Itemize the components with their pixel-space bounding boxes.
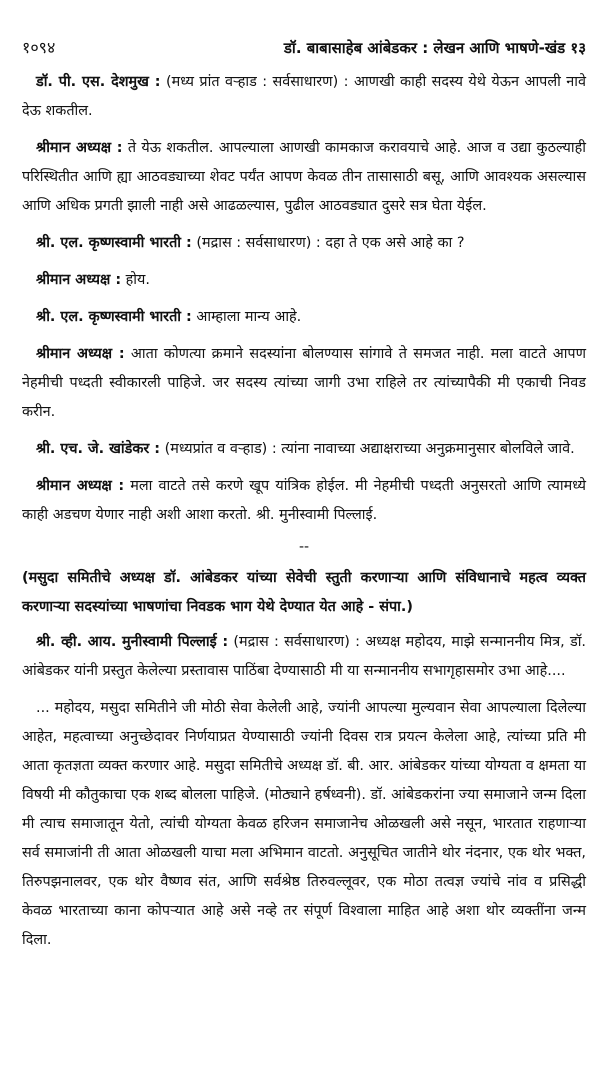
speech-text: ... महोदय, मसुदा समितीने जी मोठी सेवा केलेली आहे, ज्यांनी आपल्या मुल्यवान सेवा आपल्याला दिलेल्या आहेत, महत्वाच्या अनुच्छेदावर निर्णयाप्रत येण्यासाठी ज्यांनी दिवस रात्र प्रयत्न केलेला आहे, त्यांच्या प्रति मी आता कृतज्ञता व्यक्त करणार आहे. मसुदा समितीचे अध्यक्ष डॉ. बी. आर. आंबेडकर यांच्या योग्यता व क्षमता या विषयी मी कौतुकाचा एक शब्द बोलला पाहिजे. (मोठ्याने हर्षध्वनी). डॉ. आंबेडकरांना ज्या समाजाने जन्म दिला मी त्याच समाजातून येतो, त्यांची योग्यता केवळ हरिजन समाजानेच ओळखली असे नसून, भारतात राहणाऱ्या सर्व समाजांनी ती आता ओळखली याचा मला अभिमान वाटतो. अनुसूचित जातीने थोर नंदनार, एक थोर भक्त, तिरुपझनालवर, एक थोर वैष्णव संत, आणि सर्वश्रेष्ठ तिरुवल्लूवर, एक मोठा तत्वज्ञ ज्यांचे नांव व प्रसिद्धी केवळ भारताच्या काना कोपऱ्यात आहे असे नव्हे तर संपूर्ण विश्वाला माहित आहे अशा थोर व्यक्तींना जन्म दिला. (22, 700, 586, 948)
paragraph-1 (22, 68, 586, 126)
paragraph-3 (22, 229, 586, 258)
speech-text: (मध्यप्रांत व वऱ्हाड) : त्यांना नावाच्या अद्याक्षराच्या अनुक्रमानुसार बोलविले जावे. (160, 441, 575, 457)
speaker-name: श्री. व्ही. आय. मुनीस्वामी पिल्लाई : (36, 634, 229, 650)
speech-text: (मद्रास : सर्वसाधारण) : अध्यक्ष महोदय, माझे सन्माननीय मित्र, डॉ. आंबेडकर यांनी प्रस्तुत केलेल्या प्रस्तावास पाठिंबा देण्यासाठी मी या सन्माननीय सभागृहासमोर उभा आहे.... (22, 634, 586, 679)
speech-text: मला वाटते तसे करणे खूप यांत्रिक होईल. मी नेहमीची पध्दती अनुसरतो आणि त्यामध्ये काही अडचण येणार नाही अशी आशा करतो. श्री. मुनीस्वामी पिल्लाई. (22, 478, 586, 523)
speech-text: (मध्य प्रांत वऱ्हाड : सर्वसाधारण) : आणखी काही सदस्य येथे येऊन आपली नावे देऊ शकतील. (22, 74, 586, 119)
speaker-name: श्री. एल. कृष्णस्वामी भारती : (36, 309, 192, 325)
speaker-name: श्री. एल. कृष्णस्वामी भारती : (36, 235, 192, 251)
speaker-name: श्रीमान अध्यक्ष : (36, 478, 125, 494)
editor-note: (मसुदा समितीचे अध्यक्ष डॉ. आंबेडकर यांच्या सेवेची स्तुती करणाऱ्या आणि संविधानाचे महत्व व्यक्त करणाऱ्या सदस्यांच्या भाषणांचा निवडक भाग येथे देण्यात येत आहे - संपा.) (22, 570, 586, 615)
speaker-name: श्रीमान अध्यक्ष : (36, 346, 125, 362)
speaker-name: श्रीमान अध्यक्ष : (36, 272, 122, 288)
running-title: डॉ. बाबासाहेब आंबेडकर : लेखन आणि भाषणे-खंड १३ (283, 39, 586, 57)
speech-text: (मद्रास : सर्वसाधारण) : दहा ते एक असे आहे का ? (191, 235, 465, 251)
speech-text: आता कोणत्या क्रमाने सदस्यांना बोलण्यास सांगावे ते समजत नाही. मला वाटते आपण नेहमीची पध्दती स्वीकारली पाहिजे. जर सदस्य त्यांच्या जागी उभा राहिले तर त्यांच्यापैकी मी एकाची निवड करीन. (22, 346, 586, 420)
speaker-name: डॉ. पी. एस. देशमुख : (36, 74, 161, 90)
paragraph-4 (22, 266, 586, 295)
paragraph-6 (22, 340, 586, 427)
paragraph-2 (22, 134, 586, 221)
speaker-name: श्री. एच. जे. खांडेकर : (36, 441, 161, 457)
page-header (22, 36, 586, 58)
speech-text: आम्हाला मान्य आहे. (191, 309, 302, 325)
section-separator: -- (298, 539, 310, 555)
paragraph-5 (22, 303, 586, 332)
speaker-name: श्रीमान अध्यक्ष : (36, 140, 123, 156)
speech-text: ते येऊ शकतील. आपल्याला आणखी कामकाज करावयाचे आहे. आज व उद्या कुठल्याही परिस्थितीत आणि ह्या आठवड्याच्या शेवट पर्यंत आपण केवळ तीन तासासाठी बसू, आणि आवश्यक असल्यास आणि अधिक प्रगती झाली नाही असे आढळल्यास, पुढील आठवड्यात दुसरे सत्र घेता येईल. (22, 140, 586, 214)
paragraph-8 (22, 472, 586, 530)
paragraph-10 (22, 694, 586, 955)
paragraph-9 (22, 628, 586, 686)
speech-text: होय. (121, 272, 150, 288)
page-number: १०९४ (22, 38, 56, 57)
paragraph-7 (22, 435, 586, 464)
